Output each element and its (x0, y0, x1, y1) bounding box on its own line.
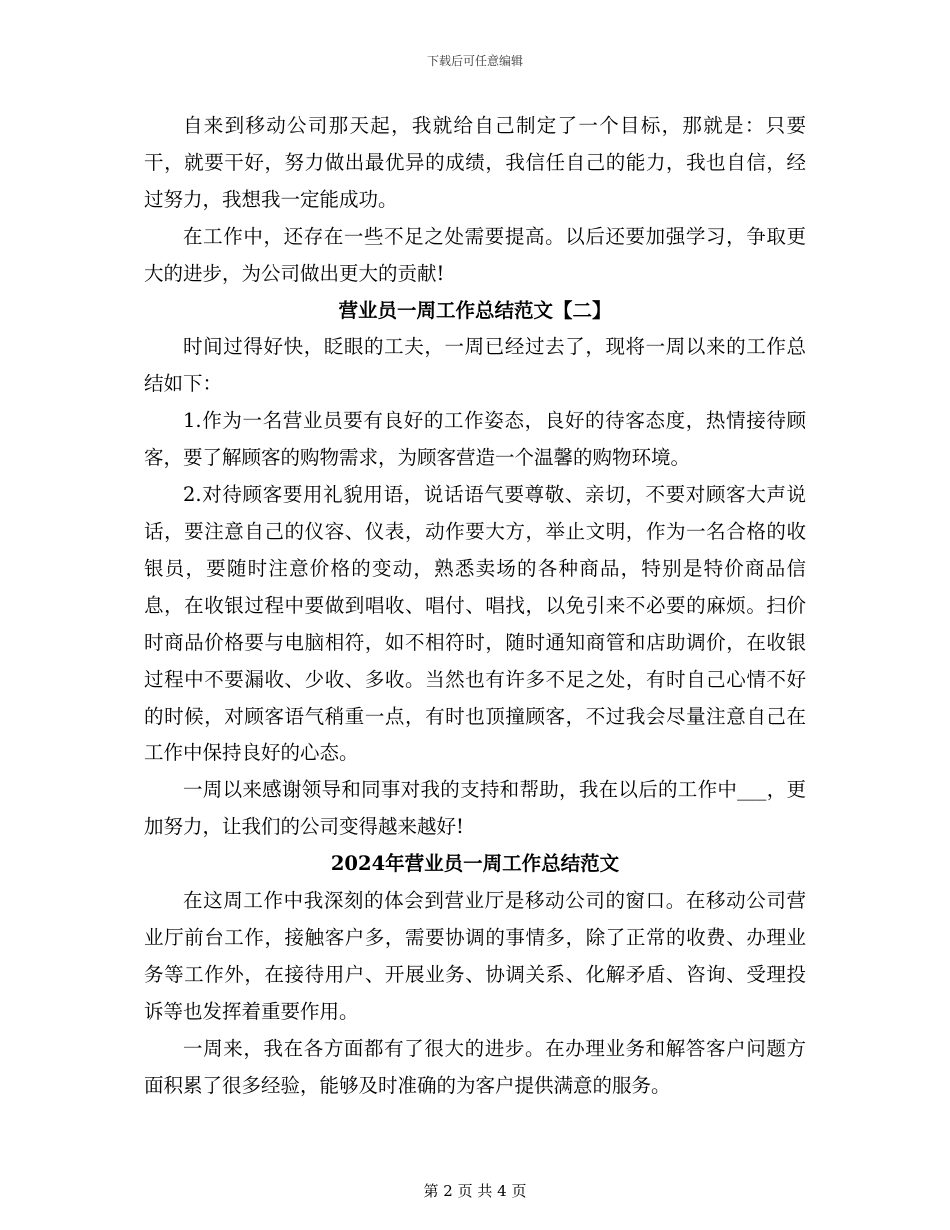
document-body (144, 108, 806, 1104)
paragraph: 自来到移动公司那天起，我就给自己制定了一个目标，那就是：只要干，就要干好，努力做出最优异的成绩，我信任自己的能力，我也自信，经过努力，我想我一定能成功。 (144, 114, 806, 211)
list-item-paragraph: 2.对待顾客要用礼貌用语，说话语气要尊敬、亲切，不要对顾客大声说话，要注意自己的仪容、仪表，动作要大方，举止文明，作为一名合格的收银员，要随时注意价格的变动，熟悉卖场的各种商品，特别是特价商品信息，在收银过程中要做到唱收、唱付、唱找，以免引来不必要的麻烦。扫价时商品价格要与电脑相符，如不相符时，随时通知商管和店助调价，在收银过程中不要漏收、少收、多收。当然也有许多不足之处，有时自己心情不好的时候，对顾客语气稍重一点，有时也顶撞顾客，不过我会尽量注意自己在工作中保持良好的心态。 (144, 483, 806, 765)
paragraph: 在工作中，还存在一些不足之处需要提高。以后还要加强学习，争取更大的进步，为公司做出更大的贡献! (144, 224, 806, 285)
page-number-footer: 第 2 页 共 4 页 (423, 1182, 527, 1200)
paragraph: 在这周工作中我深刻的体会到营业厅是移动公司的窗口。在移动公司营业厅前台工作，接触客户多，需要协调的事情多，除了正常的收费、办理业务等工作外，在接待用户、开展业务、协调关系、化解矛盾、咨询、受理投诉等也发挥着重要作用。 (144, 889, 806, 1023)
paragraph: 一周以来感谢领导和同事对我的支持和帮助，我在以后的工作中___，更加努力，让我们的公司变得越来越好! (144, 778, 806, 839)
section-heading: 2024年营业员一周工作总结范文 (330, 852, 620, 876)
paragraph: 时间过得好快，眨眼的工夫，一周已经过去了，现将一周以来的工作总结如下： (144, 335, 806, 396)
section-heading: 营业员一周工作总结范文【二】 (338, 298, 612, 322)
paragraph: 一周来，我在各方面都有了很大的进步。在办理业务和解答客户问题方面积累了很多经验，能够及时准确的为客户提供满意的服务。 (144, 1036, 806, 1097)
page-header: 下载后可任意编辑 (426, 54, 523, 68)
list-item-paragraph: 1.作为一名营业员要有良好的工作姿态，良好的待客态度，热情接待顾客，要了解顾客的购物需求，为顾客营造一个温馨的购物环境。 (144, 409, 806, 470)
